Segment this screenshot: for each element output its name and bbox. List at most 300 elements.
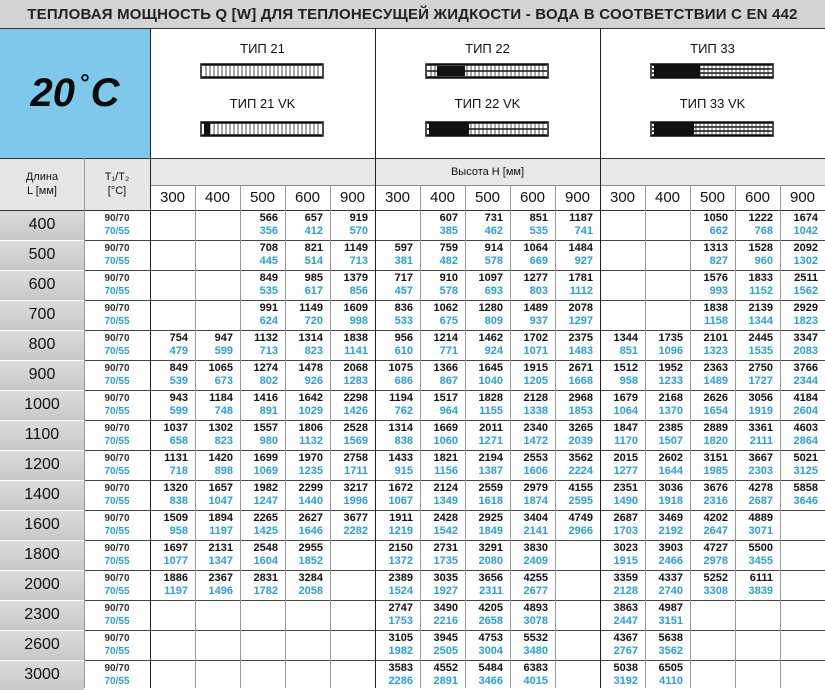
power-cell: 2602 1644 xyxy=(658,452,683,477)
height-header-cell: 500 xyxy=(699,189,726,206)
power-cell: 1886 1197 xyxy=(163,572,188,597)
power-cell: 849 539 xyxy=(169,362,188,387)
temp-regime-cell: 90/70 70/55 xyxy=(104,423,130,447)
power-cell: 2139 1344 xyxy=(748,302,773,327)
power-cell: 4367 2767 xyxy=(613,632,638,657)
radiator-profile-icon xyxy=(425,62,549,80)
power-cell: 4278 2687 xyxy=(748,482,773,507)
power-cell xyxy=(195,210,240,240)
power-cell xyxy=(150,630,195,660)
type-section xyxy=(150,29,375,158)
radiator-profile-icon xyxy=(425,120,549,138)
temp-regime-cell: 90/70 70/55 xyxy=(104,543,130,567)
power-cell: 759 482 xyxy=(439,242,458,267)
power-cell: 1512 958 xyxy=(613,362,638,387)
power-cell xyxy=(195,600,240,630)
height-header-cell: 900 xyxy=(564,189,591,206)
power-cell: 2445 1535 xyxy=(748,332,773,357)
power-cell: 1645 1040 xyxy=(478,362,503,387)
power-cell xyxy=(150,600,195,630)
power-cell: 1674 1042 xyxy=(793,212,818,237)
power-cell xyxy=(600,210,645,240)
power-cell: 3583 2286 xyxy=(388,662,413,687)
temp-regime-cell: 90/70 70/55 xyxy=(104,603,130,627)
length-cell: 1000 xyxy=(0,390,84,420)
height-header-cell: 500 xyxy=(474,189,501,206)
power-cell: 1075 686 xyxy=(388,362,413,387)
power-cell: 1097 693 xyxy=(478,272,503,297)
power-cell: 3830 2409 xyxy=(523,542,548,567)
length-cell: 2600 xyxy=(0,630,84,660)
power-cell xyxy=(780,630,825,660)
power-cell: 2194 1387 xyxy=(478,452,503,477)
height-header-cell: 900 xyxy=(789,189,816,206)
power-cell: 1132 713 xyxy=(254,332,278,357)
power-cell xyxy=(735,660,780,690)
length-cell: 800 xyxy=(0,330,84,360)
power-cell: 1420 898 xyxy=(208,452,233,477)
power-cell: 3945 2505 xyxy=(433,632,458,657)
power-cell: 1576 993 xyxy=(703,272,728,297)
power-cell: 1050 662 xyxy=(703,212,728,237)
power-cell xyxy=(285,630,330,660)
power-cell: 4337 2740 xyxy=(658,572,683,597)
power-cell: 836 533 xyxy=(394,302,413,327)
type-label: ТИП 22 xyxy=(465,41,510,56)
power-cell: 3265 2039 xyxy=(568,422,593,447)
power-cell: 1064 669 xyxy=(523,242,548,267)
power-cell: 1911 1219 xyxy=(388,512,413,537)
power-cell: 2627 1646 xyxy=(298,512,323,537)
power-cell xyxy=(330,600,375,630)
power-cell: 956 610 xyxy=(394,332,413,357)
height-header-cell: 500 xyxy=(249,189,276,206)
power-cell: 947 599 xyxy=(214,332,233,357)
power-cell xyxy=(555,600,600,630)
radiator-profile-icon xyxy=(650,120,774,138)
power-cell xyxy=(150,210,195,240)
power-cell: 4727 2978 xyxy=(703,542,728,567)
power-cell: 708 445 xyxy=(259,242,278,267)
grid-line xyxy=(0,630,84,631)
power-cell: 1222 768 xyxy=(748,212,773,237)
grid-line xyxy=(195,185,196,688)
power-cell: 1847 1170 xyxy=(613,422,638,447)
length-cell: 500 xyxy=(0,240,84,270)
power-cell xyxy=(195,270,240,300)
power-cell: 1194 762 xyxy=(389,392,413,417)
power-cell: 1894 1197 xyxy=(208,512,233,537)
power-cell: 3056 1919 xyxy=(748,392,773,417)
power-cell xyxy=(555,570,600,600)
grid-line xyxy=(0,158,825,159)
grid-line xyxy=(510,185,511,688)
power-cell: 1416 891 xyxy=(253,392,278,417)
power-cell: 2375 1483 xyxy=(568,332,593,357)
height-header-cell: 400 xyxy=(204,189,231,206)
power-cell: 4749 2966 xyxy=(568,512,593,537)
power-cell xyxy=(330,630,375,660)
power-cell: 849 535 xyxy=(259,272,278,297)
power-cell xyxy=(195,630,240,660)
power-cell: 3656 2311 xyxy=(478,572,503,597)
power-cell: 3036 1918 xyxy=(658,482,683,507)
grid-line xyxy=(420,185,421,688)
power-cell: 3676 2316 xyxy=(703,482,728,507)
power-cell: 1672 1067 xyxy=(388,482,413,507)
power-cell: 1302 823 xyxy=(208,422,233,447)
grid-line xyxy=(0,570,84,571)
power-cell: 1557 980 xyxy=(253,422,278,447)
power-cell: 1187 741 xyxy=(569,212,593,237)
length-cell: 2000 xyxy=(0,570,84,600)
power-cell: 1037 658 xyxy=(163,422,188,447)
temperature-value: 20 xyxy=(30,71,75,115)
power-cell xyxy=(600,270,645,300)
power-cell: 1679 1064 xyxy=(613,392,638,417)
power-cell: 5252 3308 xyxy=(703,572,728,597)
power-cell xyxy=(780,510,825,540)
power-cell: 3151 1985 xyxy=(703,452,728,477)
grid-line xyxy=(0,390,84,391)
height-header-cell: 400 xyxy=(654,189,681,206)
power-cell: 2559 1618 xyxy=(478,482,503,507)
power-cell: 1781 1112 xyxy=(568,272,593,297)
power-cell: 2298 1426 xyxy=(343,392,368,417)
power-cell: 2078 1297 xyxy=(568,302,593,327)
power-cell: 1131 718 xyxy=(164,452,188,477)
power-cell: 2889 1820 xyxy=(703,422,728,447)
power-cell: 5858 3646 xyxy=(793,482,818,507)
power-cell: 3359 2128 xyxy=(613,572,638,597)
temp-regime-cell: 90/70 70/55 xyxy=(104,333,130,357)
power-cell: 4202 2647 xyxy=(703,512,728,537)
grid-line xyxy=(0,600,84,601)
power-cell: 607 385 xyxy=(439,212,458,237)
grid-line xyxy=(0,540,84,541)
power-cell: 2351 1490 xyxy=(613,482,638,507)
power-cell: 3469 2192 xyxy=(658,512,683,537)
power-cell: 943 599 xyxy=(169,392,188,417)
power-cell xyxy=(645,300,690,330)
temp-regime-cell: 90/70 70/55 xyxy=(104,243,130,267)
power-cell: 1065 673 xyxy=(208,362,233,387)
power-cell xyxy=(645,270,690,300)
power-cell: 2758 1711 xyxy=(343,452,368,477)
power-cell: 1149 720 xyxy=(299,302,323,327)
power-cell xyxy=(240,660,285,690)
temperature-unit: C xyxy=(90,71,120,115)
power-cell: 1517 964 xyxy=(433,392,458,417)
grid-line xyxy=(645,185,646,688)
power-cell: 2671 1668 xyxy=(568,362,593,387)
power-cell xyxy=(150,240,195,270)
power-cell: 1915 1205 xyxy=(523,362,548,387)
power-cell: 1669 1060 xyxy=(433,422,458,447)
power-cell: 657 412 xyxy=(304,212,323,237)
power-cell xyxy=(555,660,600,690)
power-cell: 1489 937 xyxy=(523,302,548,327)
temp-regime-cell: 90/70 70/55 xyxy=(104,213,130,237)
length-label: Длина L [мм] xyxy=(25,171,59,197)
power-cell xyxy=(330,570,375,600)
power-cell: 3677 2282 xyxy=(343,512,368,537)
height-header-cell: 400 xyxy=(429,189,456,206)
power-cell: 3766 2344 xyxy=(793,362,818,387)
power-cell: 2101 1323 xyxy=(703,332,728,357)
type-label: ТИП 33 xyxy=(690,41,735,56)
power-cell: 1277 803 xyxy=(523,272,548,297)
radiator-profile-icon xyxy=(200,62,324,80)
power-cell: 910 578 xyxy=(439,272,458,297)
length-cell: 700 xyxy=(0,300,84,330)
power-cell: 1149 713 xyxy=(344,242,368,267)
power-cell: 914 578 xyxy=(484,242,503,267)
grid-line xyxy=(0,240,84,241)
grid-line xyxy=(0,360,84,361)
temp-regime-cell: 90/70 70/55 xyxy=(104,483,130,507)
power-cell: 1478 926 xyxy=(298,362,323,387)
power-cell: 2731 1735 xyxy=(433,542,458,567)
power-cell: 1952 1233 xyxy=(658,362,683,387)
power-cell xyxy=(690,600,735,630)
power-cell: 1642 1029 xyxy=(298,392,323,417)
power-cell: 2750 1727 xyxy=(748,362,773,387)
grid-line xyxy=(330,185,331,688)
power-cell: 1702 1071 xyxy=(523,332,548,357)
power-cell xyxy=(285,600,330,630)
power-cell: 5021 3125 xyxy=(793,452,818,477)
temp-regime-cell: 90/70 70/55 xyxy=(104,513,130,537)
power-cell: 3490 2216 xyxy=(433,602,458,627)
type-vk-label: ТИП 33 VK xyxy=(679,96,746,111)
power-cell: 3217 1996 xyxy=(343,482,368,507)
power-cell: 2626 1654 xyxy=(703,392,728,417)
power-cell xyxy=(375,210,420,240)
height-header-cell: 300 xyxy=(384,189,411,206)
grid-line xyxy=(84,158,85,688)
power-cell xyxy=(690,660,735,690)
power-cell: 2265 1425 xyxy=(253,512,278,537)
power-cell xyxy=(195,660,240,690)
grid-line xyxy=(0,210,825,211)
type-label: ТИП 21 xyxy=(240,41,285,56)
power-cell: 2389 1524 xyxy=(388,572,413,597)
power-cell: 1314 838 xyxy=(388,422,413,447)
grid-line xyxy=(0,660,84,661)
power-cell: 1314 823 xyxy=(298,332,323,357)
power-cell: 3105 1982 xyxy=(388,632,413,657)
power-cell: 991 624 xyxy=(259,302,278,327)
power-cell: 2511 1562 xyxy=(793,272,818,297)
power-cell: 3291 2080 xyxy=(478,542,503,567)
power-cell: 4255 2677 xyxy=(523,572,548,597)
grid-line xyxy=(375,28,376,688)
radiator-profile-icon xyxy=(650,62,774,80)
power-cell: 5532 3480 xyxy=(523,632,548,657)
power-cell: 1184 748 xyxy=(209,392,233,417)
power-cell: 2011 1271 xyxy=(478,422,503,447)
power-cell xyxy=(600,300,645,330)
power-cell: 1838 1141 xyxy=(343,332,368,357)
power-cell: 985 617 xyxy=(304,272,323,297)
power-cell: 1484 927 xyxy=(568,242,593,267)
type-vk-label: ТИП 22 VK xyxy=(454,96,521,111)
power-cell: 2548 1604 xyxy=(253,542,278,567)
power-cell xyxy=(150,660,195,690)
power-cell: 2968 1853 xyxy=(568,392,593,417)
power-cell: 1280 809 xyxy=(478,302,503,327)
radiator-profile-icon xyxy=(200,120,324,138)
height-header-cell: 900 xyxy=(339,189,366,206)
temp-regime-cell: 90/70 70/55 xyxy=(104,303,130,327)
power-cell: 5638 3562 xyxy=(658,632,683,657)
power-cell: 2831 1782 xyxy=(253,572,278,597)
grid-line xyxy=(240,185,241,688)
power-cell: 3284 2058 xyxy=(298,572,323,597)
power-cell: 2363 1489 xyxy=(703,362,728,387)
power-cell: 2979 1874 xyxy=(523,482,548,507)
power-cell: 6383 4015 xyxy=(523,662,548,687)
power-cell: 2553 1606 xyxy=(523,452,548,477)
power-cell: 754 479 xyxy=(169,332,188,357)
power-cell: 1828 1155 xyxy=(478,392,503,417)
power-cell: 3404 2141 xyxy=(523,512,548,537)
temp-regime-cell: 90/70 70/55 xyxy=(104,363,130,387)
grid-line xyxy=(0,420,84,421)
grid-line xyxy=(285,185,286,688)
power-cell: 2385 1507 xyxy=(658,422,683,447)
length-cell: 2300 xyxy=(0,600,84,630)
power-cell: 4753 3004 xyxy=(478,632,503,657)
length-cell: 600 xyxy=(0,270,84,300)
power-cell: 2367 1496 xyxy=(208,572,233,597)
height-header: Высота H [мм] xyxy=(150,158,825,185)
power-cell xyxy=(285,660,330,690)
length-cell: 900 xyxy=(0,360,84,390)
header-left xyxy=(0,158,150,210)
power-cell: 2299 1440 xyxy=(298,482,323,507)
power-cell xyxy=(240,600,285,630)
grid-line xyxy=(465,185,466,688)
power-cell xyxy=(780,540,825,570)
grid-line xyxy=(0,330,84,331)
power-cell: 1509 958 xyxy=(163,512,188,537)
power-cell xyxy=(645,210,690,240)
power-cell: 2128 1338 xyxy=(523,392,548,417)
length-cell: 400 xyxy=(0,210,84,240)
power-cell: 2150 1372 xyxy=(388,542,413,567)
power-cell xyxy=(150,300,195,330)
grid-line xyxy=(0,28,825,29)
power-cell xyxy=(195,240,240,270)
power-cell xyxy=(240,630,285,660)
power-cell: 1806 1132 xyxy=(298,422,323,447)
power-cell xyxy=(195,300,240,330)
power-cell: 5500 3455 xyxy=(748,542,773,567)
power-cell: 4552 2891 xyxy=(433,662,458,687)
power-cell: 2092 1302 xyxy=(793,242,818,267)
power-cell: 4155 2595 xyxy=(568,482,593,507)
power-cell: 597 381 xyxy=(394,242,413,267)
power-cell: 1379 856 xyxy=(343,272,368,297)
power-cell: 3562 2224 xyxy=(568,452,593,477)
power-cell: 1274 802 xyxy=(253,362,278,387)
power-cell: 1838 1158 xyxy=(703,302,728,327)
grid-line xyxy=(600,28,601,688)
temp-regime-cell: 90/70 70/55 xyxy=(104,573,130,597)
power-cell xyxy=(780,600,825,630)
power-cell: 3347 2083 xyxy=(793,332,818,357)
length-cell: 1400 xyxy=(0,480,84,510)
power-cell xyxy=(555,630,600,660)
height-header-cell: 600 xyxy=(294,189,321,206)
power-cell: 4205 2658 xyxy=(478,602,503,627)
type-vk-label: ТИП 21 VK xyxy=(229,96,296,111)
grid-line xyxy=(780,185,781,688)
power-cell: 1657 1047 xyxy=(208,482,233,507)
temp-regime-cell: 90/70 70/55 xyxy=(104,663,130,687)
power-cell: 1833 1152 xyxy=(748,272,773,297)
power-cell: 1699 1069 xyxy=(253,452,278,477)
power-cell xyxy=(555,540,600,570)
height-header-cell: 300 xyxy=(609,189,636,206)
power-cell: 1313 827 xyxy=(703,242,728,267)
power-cell xyxy=(150,270,195,300)
power-cell: 821 514 xyxy=(304,242,323,267)
grid-line xyxy=(0,270,84,271)
power-cell: 1433 915 xyxy=(388,452,413,477)
power-cell xyxy=(735,630,780,660)
power-cell: 1609 998 xyxy=(343,302,368,327)
type-section xyxy=(375,29,600,158)
temp-regime-cell: 90/70 70/55 xyxy=(104,453,130,477)
power-cell: 851 535 xyxy=(529,212,548,237)
power-cell: 2955 1852 xyxy=(298,542,323,567)
page-title: ТЕПЛОВАЯ МОЩНОСТЬ Q [W] ДЛЯ ТЕПЛОНЕСУЩЕЙ ЖИДКОСТИ - ВОДА В СООТВЕТСТВИИ С EN 442 xyxy=(0,0,825,28)
power-cell: 2068 1283 xyxy=(343,362,368,387)
length-cell: 1200 xyxy=(0,450,84,480)
type-section xyxy=(600,29,825,158)
power-cell: 1344 851 xyxy=(613,332,638,357)
power-cell: 2168 1370 xyxy=(658,392,683,417)
power-cell: 3023 1915 xyxy=(613,542,638,567)
height-header-cell: 600 xyxy=(519,189,546,206)
power-cell: 1697 1077 xyxy=(163,542,188,567)
power-cell: 1062 675 xyxy=(433,302,458,327)
power-cell: 4603 2864 xyxy=(793,422,818,447)
power-cell: 2929 1823 xyxy=(793,302,818,327)
power-cell: 2124 1349 xyxy=(433,482,458,507)
power-cell: 919 570 xyxy=(349,212,368,237)
grid-line xyxy=(0,450,84,451)
power-cell: 1982 1247 xyxy=(253,482,278,507)
power-cell: 1214 771 xyxy=(433,332,458,357)
length-cell: 1100 xyxy=(0,420,84,450)
power-cell: 6111 3839 xyxy=(748,572,773,597)
power-cell xyxy=(780,570,825,600)
power-cell: 3667 2303 xyxy=(748,452,773,477)
length-cell: 1600 xyxy=(0,510,84,540)
power-cell: 2687 1703 xyxy=(613,512,638,537)
power-cell: 717 457 xyxy=(394,272,413,297)
power-cell: 2340 1472 xyxy=(523,422,548,447)
power-cell: 731 462 xyxy=(484,212,503,237)
power-cell: 3035 1927 xyxy=(433,572,458,597)
length-cell: 1800 xyxy=(0,540,84,570)
power-cell: 5038 3192 xyxy=(613,662,638,687)
power-cell: 1528 960 xyxy=(748,242,773,267)
